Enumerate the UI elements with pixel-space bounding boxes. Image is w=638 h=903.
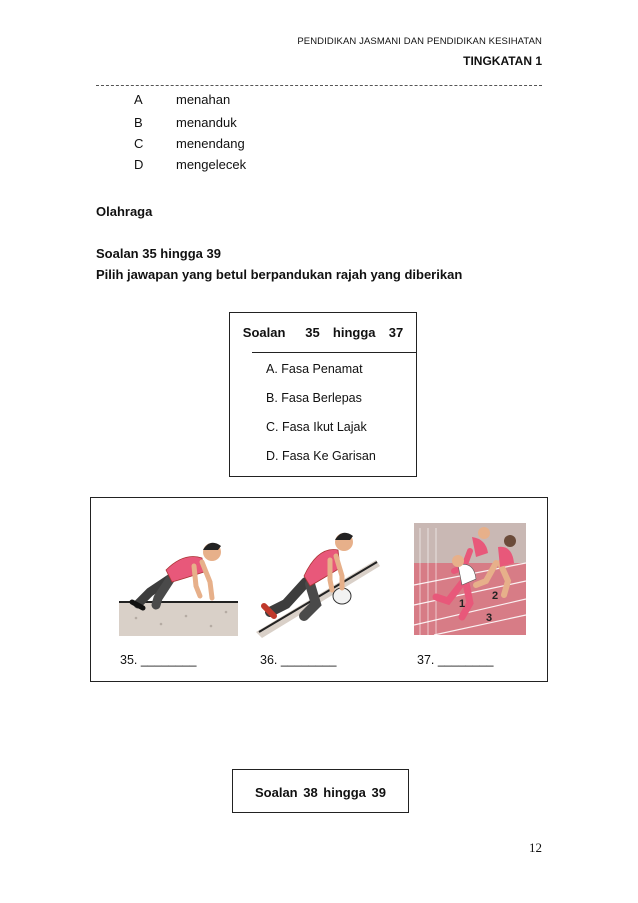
answer-blank-35[interactable]: 35. ________ [120,653,197,667]
choice-c: C. Fasa Ikut Lajak [266,420,367,434]
figure-36-illustration [256,520,381,638]
option-text-a: menahan [176,92,231,107]
option-text-d: mengelecek [176,157,247,172]
choice-d: D. Fasa Ke Garisan [266,449,376,463]
section-title: Olahraga [96,204,153,219]
instruction: Pilih jawapan yang betul berpandukan rajah yang diberikan [96,267,463,282]
option-letter-a: A [134,92,143,107]
header-level: TINGKATAN 1 [463,54,542,68]
options-box-divider [252,352,416,353]
option-letter-b: B [134,115,143,130]
options-box-title: Soalan 35 hingga 37 [242,325,404,340]
choice-b: B. Fasa Berlepas [266,391,362,405]
answer-blank-37[interactable]: 37. ________ [417,653,494,667]
header-subject: PENDIDIKAN JASMANI DAN PENDIDIKAN KESIHATAN [297,36,542,47]
header-divider [96,85,542,86]
option-text-b: menanduk [176,115,237,130]
choice-a: A. Fasa Penamat [266,362,363,376]
race-number-2: 2 [492,590,499,602]
answer-blank-36[interactable]: 36. ________ [260,653,337,667]
figure-37-illustration [414,523,526,635]
question-range: Soalan 35 hingga 39 [96,246,221,261]
questions-38-39-title: Soalan 38 hingga 39 [255,785,386,800]
figure-35-illustration [116,520,241,638]
option-letter-c: C [134,136,144,151]
option-text-c: menendang [176,136,245,151]
questions-38-39-box [232,769,409,813]
figures-box [90,497,548,682]
options-box [229,312,417,477]
page-number: 12 [529,840,542,855]
race-number-3: 3 [486,612,493,624]
race-number-1: 1 [459,598,466,610]
option-letter-d: D [134,157,144,172]
